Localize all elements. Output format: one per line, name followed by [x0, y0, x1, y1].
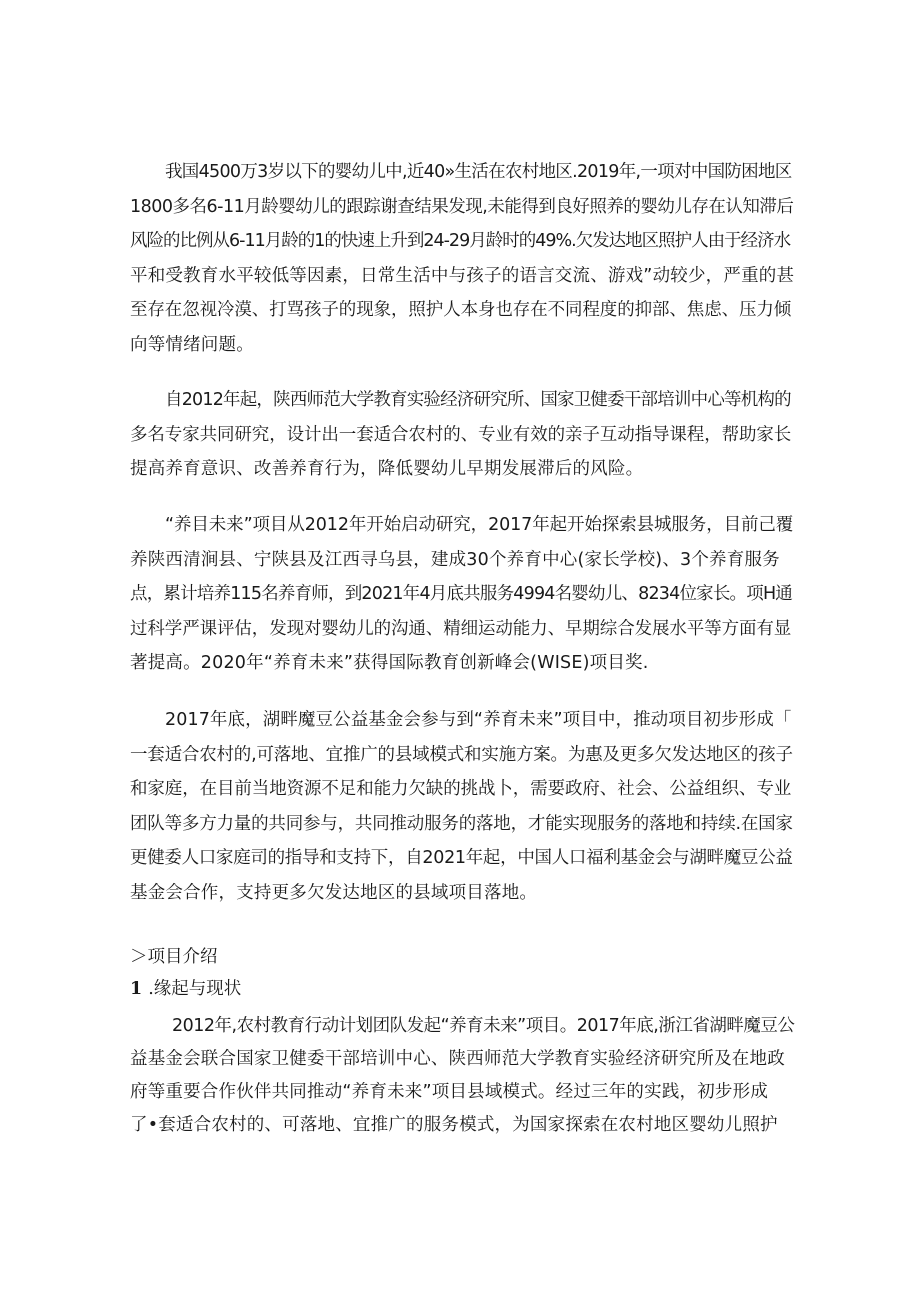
paragraph-line: 点，累计培养115名养育师，到2021年4月底共服务4994名婴幼儿、8234位家长。项H通 — [130, 584, 793, 604]
paragraph-foundation — [130, 703, 794, 910]
paragraph-project-progress — [130, 508, 794, 681]
subsection-heading-origin — [130, 974, 241, 1004]
paragraph-research — [130, 383, 794, 487]
paragraph-line: 过科学严课评估，发现对婴幼儿的沟通、精细运动能力、早期综合发展水平等方面有显 — [130, 618, 792, 639]
paragraph-line: 平和受教育水平较低等因素，日常生活中与孩子的语言交流、游戏”动较少，严重的甚 — [130, 265, 795, 286]
paragraph-line: 自2012年起，陕西师范大学教育实验经济研究所、国家卫健委干部培训中心等机构的 — [165, 390, 791, 410]
paragraph-line: 养陕西清涧县、宁陕县及江西寻乌县，建成30个养育中心(家长学校)、3个养育服务 — [130, 549, 780, 570]
paragraph-line: 著提高。2020年“养育未来”获得国际教育创新峰会(WISE)项目奖. — [130, 653, 649, 673]
paragraph-line: 提高养育意识、改善养育行为，降低婴幼儿早期发展滞后的风险。 — [130, 459, 644, 479]
paragraph-line: 我国4500万3岁以下的婴幼儿中,近40»生活在农村地区.2019年,一项对中国防困地区 — [165, 162, 792, 182]
paragraph-line: 2012年,农村教育行动计划团队发起“养育未来”项目。2017年底,浙江省湖畔魔豆公 — [172, 1016, 795, 1036]
paragraph-line: 更健委人口家庭司的指导和支持下，自2021年起，中国人口福利基金会与湖畔魔豆公益 — [130, 848, 793, 868]
subsection-number: 1 — [130, 979, 143, 999]
paragraph-line: 基金会合作，支持更多欠发达地区的县域项目落地。 — [130, 882, 538, 903]
paragraph-background — [130, 155, 794, 362]
paragraph-line: 多名专家共同研究，设计出一套适合农村的、专业有效的亲子互动指导课程，帮助家长 — [130, 424, 792, 445]
paragraph-line: 和家庭，在目前当地资源不足和能力欠缺的挑战卜，需要政府、社会、公益组织、专业 — [130, 779, 792, 799]
paragraph-line: 府等重要合作伙伴共同推动“养育未来”项目县域模式。经过三年的实践，初步形成 — [130, 1082, 769, 1102]
paragraph-line: “养目未来”项目从2012年开始启动研究，2017年起开始探索县城服务，目前己覆 — [165, 515, 794, 535]
paragraph-line: 一套适合农村的,可落地、宜推广的县域模式和实施方案。为惠及更多欠发达地区的孩子 — [130, 744, 793, 765]
paragraph-line: 团队等多方力量的共同参与，共同推动服务的落地，才能实现服务的落地和持续.在国家 — [130, 813, 793, 834]
section-heading-project-intro: ＞项目介绍 — [130, 947, 218, 967]
paragraph-line: 1800多名6-11月龄婴幼儿的跟踪谢查结果发现,未能得到良好照养的婴幼儿存在认知滞后 — [130, 196, 794, 217]
subsection-title: .缘起与现状 — [148, 979, 242, 999]
paragraph-origin — [130, 1010, 794, 1142]
paragraph-line: 至存在忽视冷漠、打骂孩子的现象，照护人本身也存在不同程度的抑部、焦虑、压力倾 — [130, 300, 792, 320]
paragraph-line: 2017年底，湖畔魔豆公益基金会参与到“养育未来”项目中，推动项目初步形成「 — [165, 710, 792, 730]
paragraph-line: 风险的比例从6-11月龄的1的快速上升到24-29月龄时的49%.欠发达地区照护人由于经济水 — [130, 231, 791, 251]
paragraph-line: 益基金会联合国家卫健委干部培训中心、陕西师范大学教育实验经济研究所及在地政 — [130, 1049, 785, 1069]
paragraph-line: 向等情绪问题。 — [130, 334, 254, 355]
paragraph-line: 了•套适合农村的、可落地、宜推广的服务模式，为国家探索在农村地区婴幼儿照护 — [130, 1115, 778, 1135]
